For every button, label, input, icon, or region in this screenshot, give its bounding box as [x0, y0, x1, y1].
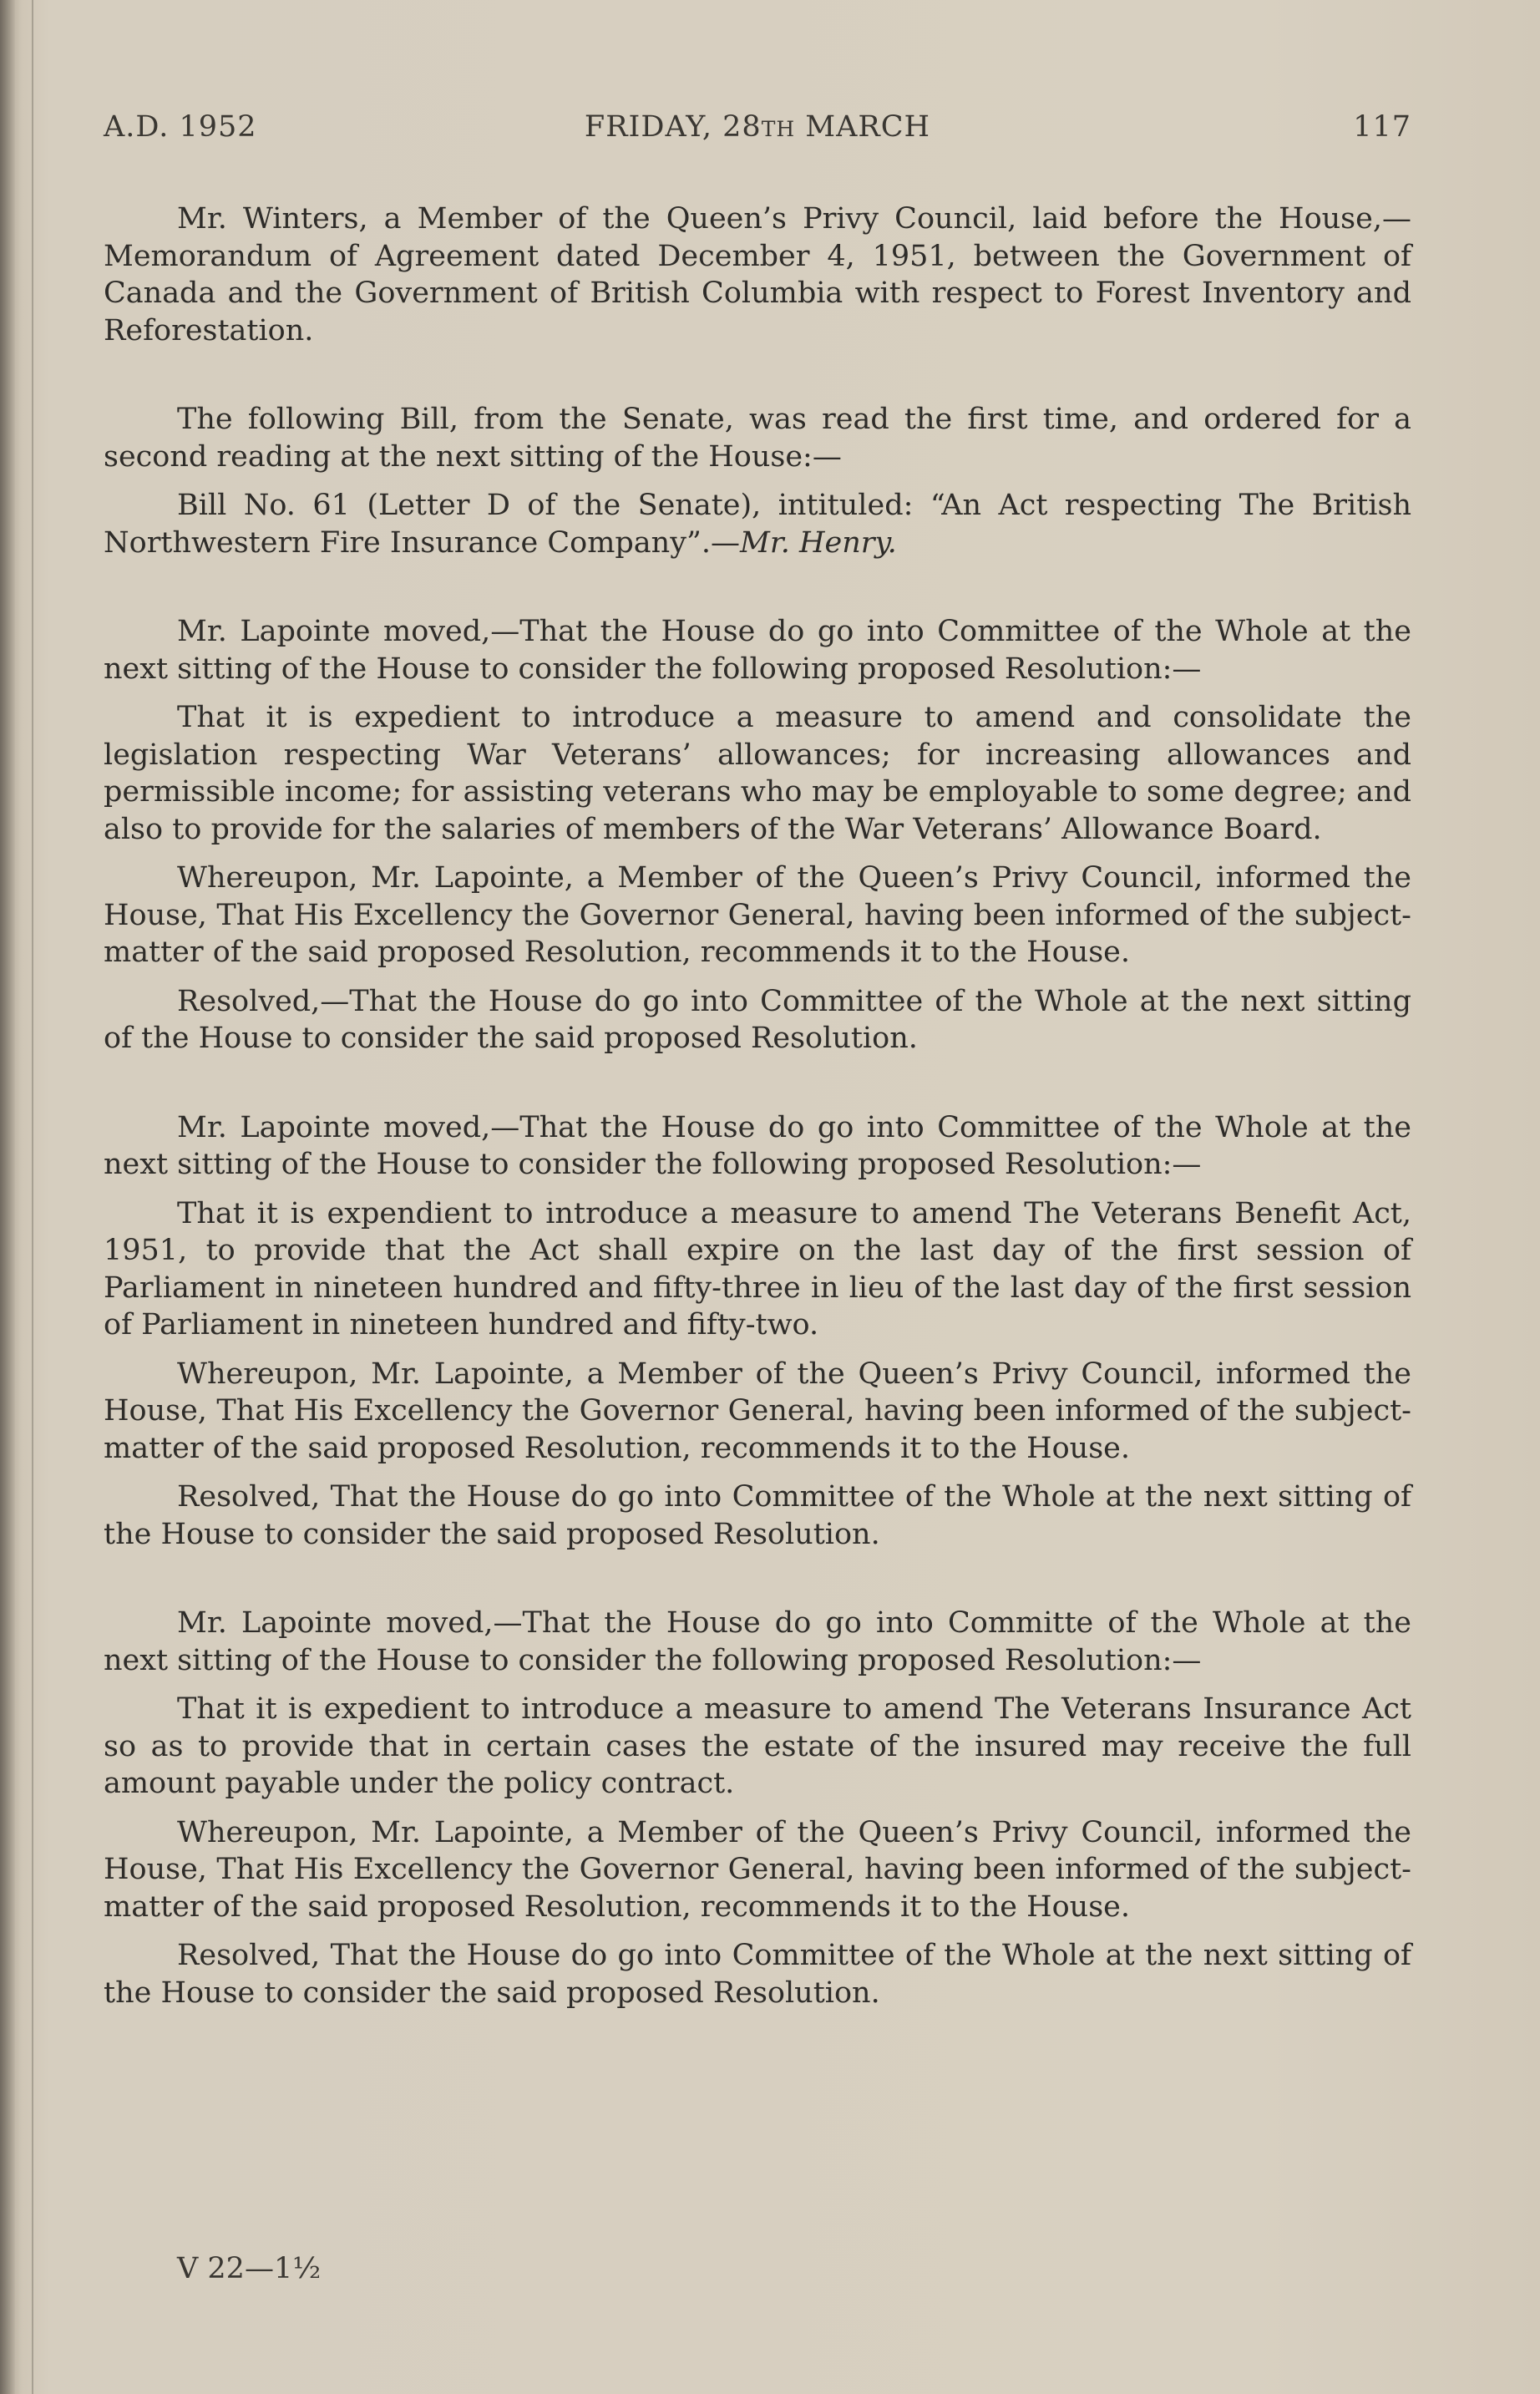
paragraph-senate-bill-intro: The following Bill, from the Senate, was read the first time, and ordered for a second reading at the next sitting of the House:— — [104, 403, 1411, 474]
paragraph-motion-veterans-benefit: Mr. Lapointe moved,—That the House do go into Committee of the Whole at the next sitting of the House to consider the following proposed Resolution:— — [104, 1110, 1411, 1181]
date-label: FRIDAY, 28TH MARCH — [584, 110, 931, 144]
paragraph-resolution-war-veterans: That it is expedient to introduce a measure to amend and consolidate the legislation respecting War Veterans’ allowances; for increasing allowances and permissible income; for assisting veterans who may be employable to some degree; and also to provide for the salaries of members of the War Veterans’ Allowance Board. — [104, 701, 1411, 846]
paragraph-winters-memorandum: Mr. Winters, a Member of the Queen’s Privy Council, laid before the House,—Memorandum of Agreement dated December 4, 1951, between the Government of Canada and the Government of British Columbia with respect to Forest Inventory and Reforestation. — [104, 202, 1411, 347]
binding-line — [32, 0, 33, 2394]
paragraph-resolved-2: Resolved, That the House do go into Committee of the Whole at the next sitting of the House to consider the said proposed Resolution. — [104, 1480, 1411, 1551]
year-label: A.D. 1952 — [104, 110, 257, 144]
paragraph-whereupon-3: Whereupon, Mr. Lapointe, a Member of the Queen’s Privy Council, informed the House, That His Excellency the Governor General, having been informed of the subject-matter of the said proposed Resolution, recommends it to the House. — [104, 1815, 1411, 1924]
paragraph-motion-war-veterans: Mr. Lapointe moved,—That the House do go into Committee of the Whole at the next sitting of the House to consider the following proposed Resolution:— — [104, 615, 1411, 686]
paragraph-resolved-1: Resolved,—That the House do go into Committee of the Whole at the next sitting of the House to consider the said proposed Resolution. — [104, 984, 1411, 1055]
paragraph-resolution-veterans-benefit: That it is expendient to introduce a measure to amend The Veterans Benefit Act, 1951, to provide that the Act shall expire on the last day of the first session of Parliament in nineteen hundred and fifty-three in lieu of the last day of the first session of Parliament in nineteen hundred and fifty-two. — [104, 1196, 1411, 1342]
paragraph-bill-61: Bill No. 61 (Letter D of the Senate), intituled: “An Act respecting The British Northwestern Fire Insurance Company”.—Mr. Henry. — [104, 489, 1411, 560]
paragraph-resolution-veterans-insurance: That it is expedient to introduce a measure to amend The Veterans Insurance Act so as to provide that in certain cases the estate of the insured may receive the full amount payable under the policy contract. — [104, 1692, 1411, 1800]
paragraph-whereupon-1: Whereupon, Mr. Lapointe, a Member of the Queen’s Privy Council, informed the House, That His Excellency the Governor General, having been informed of the subject-matter of the said proposed Resolution, recommends it to the House. — [104, 861, 1411, 969]
running-head — [104, 110, 1411, 152]
paragraph-resolved-3: Resolved, That the House do go into Committee of the Whole at the next sitting of the House to consider the said proposed Resolution. — [104, 1939, 1411, 2010]
signature-mark: V 22—1½ — [177, 2252, 322, 2285]
page-number: 117 — [1353, 110, 1411, 144]
book-spine-shadow — [0, 0, 15, 2394]
paragraph-whereupon-2: Whereupon, Mr. Lapointe, a Member of the Queen’s Privy Council, informed the House, That His Excellency the Governor General, having been informed of the subject-matter of the said proposed Resolution, recommends it to the House. — [104, 1357, 1411, 1465]
paragraph-motion-veterans-insurance: Mr. Lapointe moved,—That the House do go into Committe of the Whole at the next sitting of the House to consider the following proposed Resolution:— — [104, 1606, 1411, 1677]
member-name: Mr. Henry. — [740, 525, 897, 560]
journal-body — [104, 200, 1411, 2023]
